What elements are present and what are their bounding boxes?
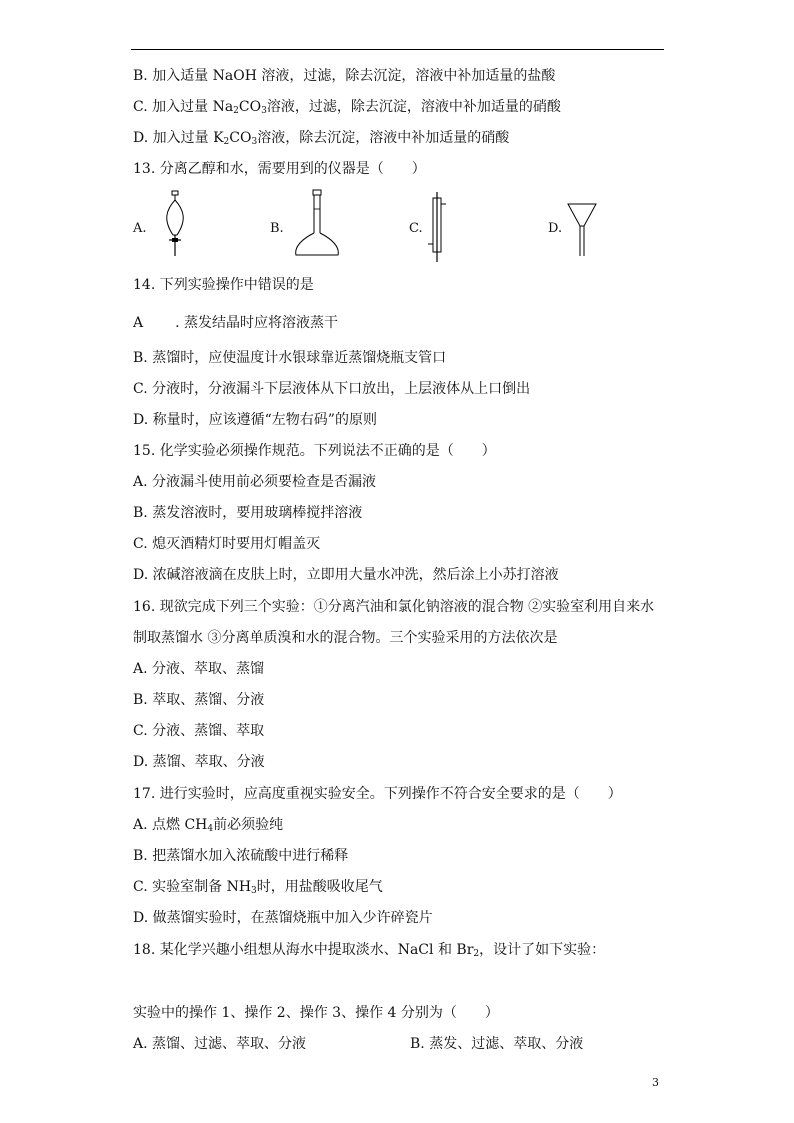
q13-option-a-label: A. (133, 221, 147, 236)
condenser-icon (426, 192, 448, 262)
q17-option-b: B. 把蒸馏水加入浓硫酸中进行稀释 (133, 848, 349, 864)
q12-option-b: B. 加入适量 NaOH 溶液，过滤，除去沉淀，溶液中补加适量的盐酸 (133, 68, 556, 84)
q15-option-a: A. 分液漏斗使用前必须要检查是否漏液 (133, 474, 377, 490)
volumetric-flask-icon (292, 189, 342, 261)
q14-option-b: B. 蒸馏时，应使温度计水银球靠近蒸馏烧瓶支管口 (133, 350, 447, 366)
q17-option-c: C. 实验室制备 $NH_3$时，用盐酸吸收尾气 (133, 879, 383, 896)
q15-stem: 15. 化学实验必须操作规范。下列说法不正确的是（ ） (133, 443, 496, 459)
q16-stem-line1: 16. 现欲完成下列三个实验：①分离汽油和氯化钠溶液的混合物 ②实验室利用自来水 (133, 599, 655, 615)
q12-option-c: C. 加入过量 $Na_2CO_3$溶液，过滤，除去沉淀，溶液中补加适量的硝酸 (133, 99, 561, 116)
q13-stem: 13. 分离乙醇和水，需要用到的仪器是（ ） (133, 161, 426, 177)
q14-option-c: C. 分液时，分液漏斗下层液体从下口放出，上层液体从上口倒出 (133, 381, 531, 397)
page-number: 3 (652, 1076, 659, 1089)
q16-stem-line2: 制取蒸馏水 ③分离单质溴和水的混合物。三个实验采用的方法依次是 (133, 630, 558, 646)
q13-option-d-label: D. (548, 221, 563, 236)
q14-stem: 14. 下列实验操作中错误的是 (133, 277, 314, 293)
q18-question: 实验中的操作 1、操作 2、操作 3、操作 4 分别为（ ） (133, 1005, 499, 1021)
q13-option-b-label: B. (270, 221, 284, 236)
q14-option-a: A . 蒸发结晶时应将溶液蒸干 (133, 315, 339, 331)
q16-option-a: A. 分液、萃取、蒸馏 (133, 661, 265, 677)
q15-option-c: C. 熄灭酒精灯时要用灯帽盖灭 (133, 536, 321, 552)
q16-option-b: B. 萃取、蒸馏、分液 (133, 692, 265, 708)
separatory-funnel-icon (160, 190, 190, 258)
q17-option-a: A. 点燃 $CH_4$前必须验纯 (133, 817, 284, 834)
q15-option-b: B. 蒸发溶液时，要用玻璃棒搅拌溶液 (133, 505, 363, 521)
q14-option-d: D. 称量时，应该遵循“左物右码”的原则 (133, 412, 377, 428)
q18-option-a: A. 蒸馏、过滤、萃取、分液 (133, 1036, 307, 1052)
q16-option-c: C. 分液、蒸馏、萃取 (133, 723, 265, 739)
q18-option-b: B. 蒸发、过滤、萃取、分液 (410, 1036, 584, 1052)
q15-option-d: D. 浓碱溶液滴在皮肤上时，立即用大量水冲洗，然后涂上小苏打溶液 (133, 567, 559, 583)
q16-option-d: D. 蒸馏、萃取、分液 (133, 754, 265, 770)
funnel-icon (566, 202, 598, 258)
q18-stem: 18. 某化学兴趣小组想从海水中提取淡水、NaCl 和 $Br_2$，设计了如下实验： (133, 942, 606, 959)
q13-option-c-label: C. (409, 221, 423, 236)
q17-stem: 17. 进行实验时，应高度重视实验安全。下列操作不符合安全要求的是（ ） (133, 786, 622, 802)
header-rule (131, 49, 664, 50)
q12-option-d: D. 加入过量 $K_2CO_3$溶液，除去沉淀，溶液中补加适量的硝酸 (133, 130, 510, 147)
q17-option-d: D. 做蒸馏实验时，在蒸馏烧瓶中加入少许碎瓷片 (133, 910, 433, 926)
